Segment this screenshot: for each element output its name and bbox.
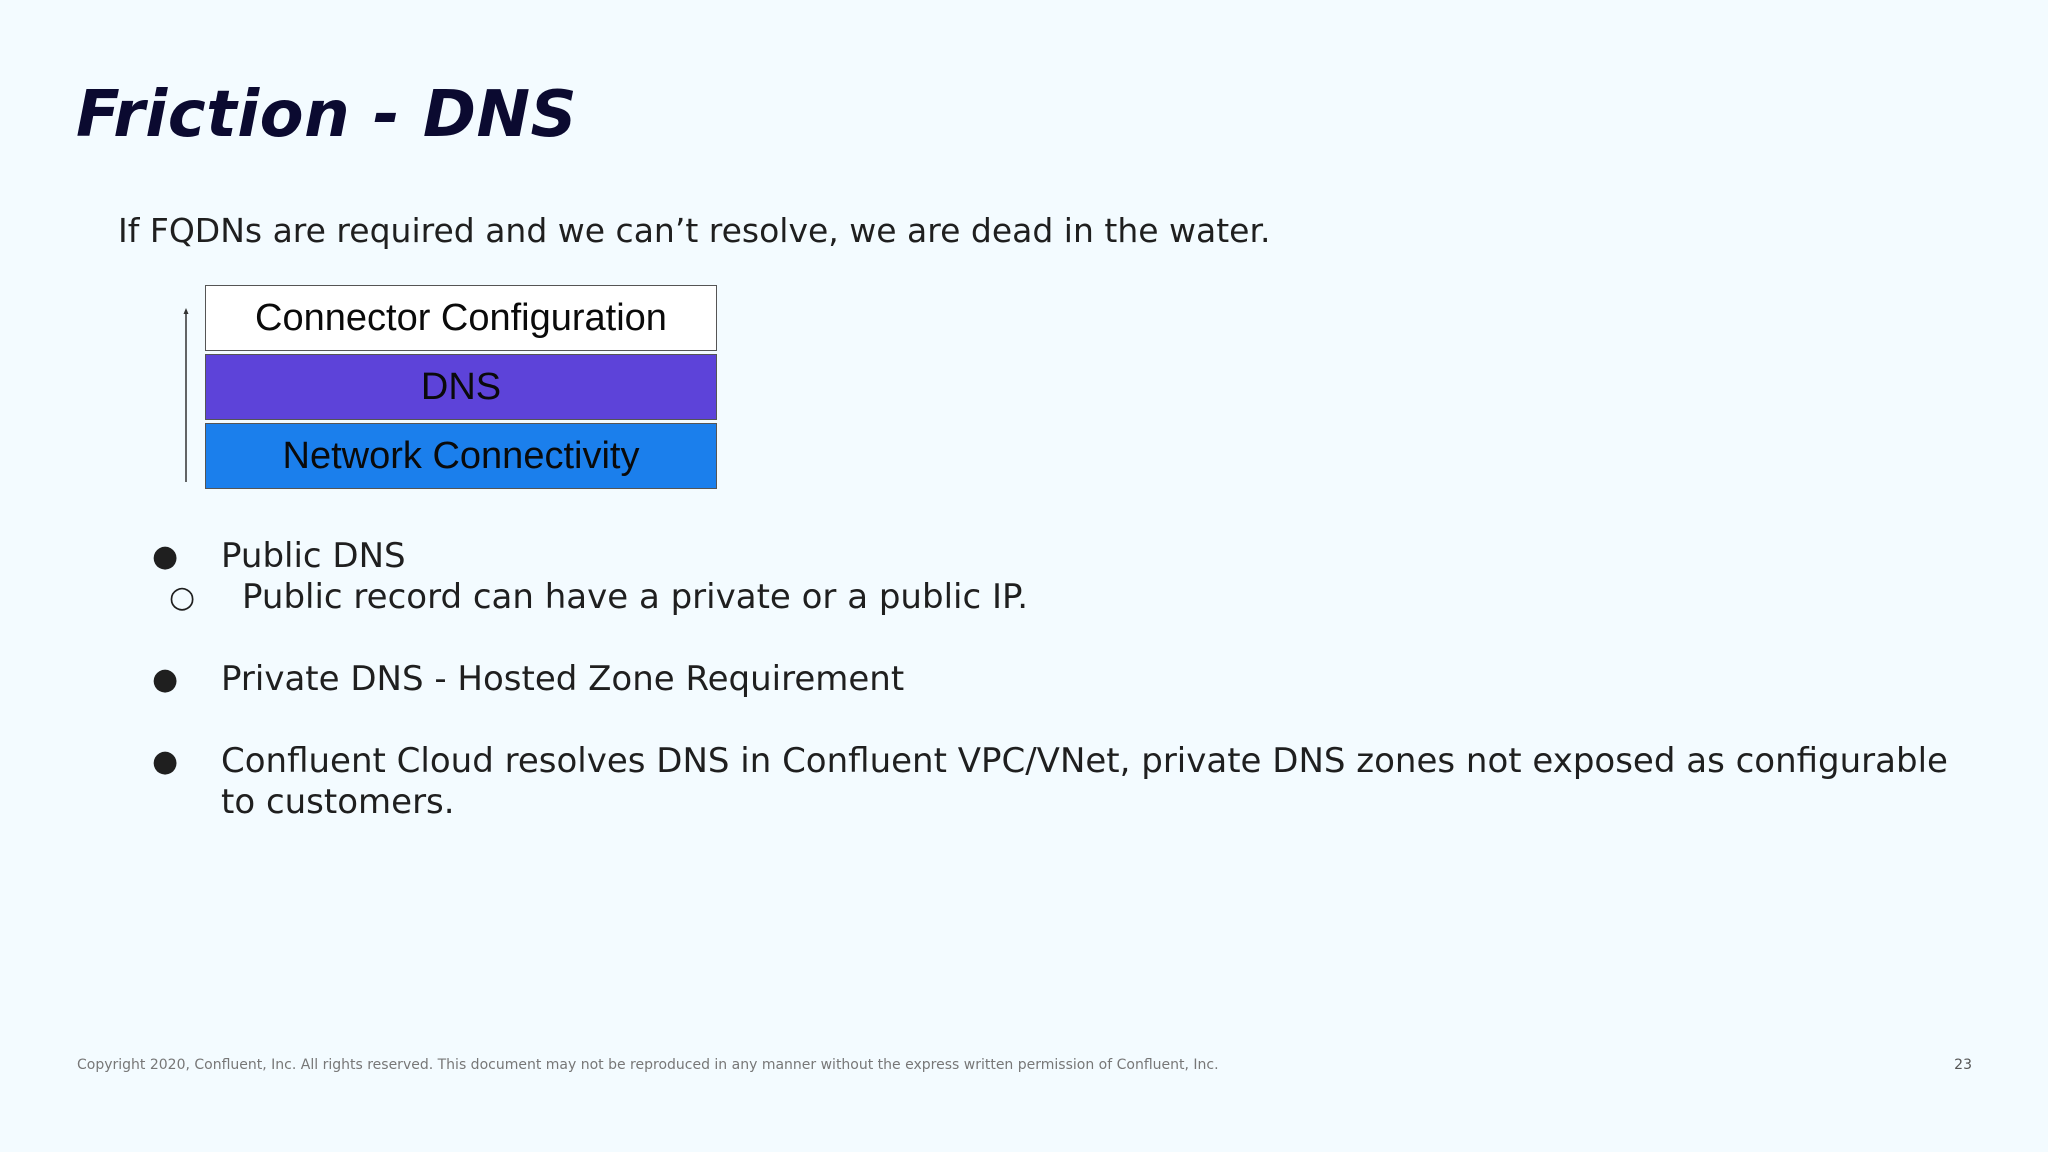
slide-title: Friction - DNS: [76, 78, 578, 152]
layer-connector-configuration: Connector Configuration: [205, 285, 717, 351]
list-item: [140, 536, 1970, 577]
bullet-text: Private DNS - Hosted Zone Requirement: [221, 659, 905, 699]
footer-copyright: Copyright 2020, Confluent, Inc. All rights reserved. This document may not be reproduced in any manner without the express written permission of Confluent, Inc.: [77, 1057, 1219, 1073]
sub-list-item: [59, 577, 1970, 618]
list-item: [140, 659, 1970, 700]
bullet-list: [140, 536, 1970, 823]
bullet-dot-icon: ●: [152, 744, 179, 779]
list-item: [140, 741, 1970, 823]
layer-stack: [205, 285, 717, 492]
bullet-text: Confluent Cloud resolves DNS in Confluent VPC/VNet, private DNS zones not exposed as configurable to customers.: [221, 741, 1948, 822]
bullet-dot-icon: ●: [152, 662, 179, 697]
layer-network-connectivity: Network Connectivity: [205, 423, 717, 489]
upward-arrow-icon: [180, 308, 192, 482]
page-number: 23: [1954, 1057, 1972, 1073]
sub-bullet-text: Public record can have a private or a public IP.: [242, 577, 1029, 617]
layer-dns: DNS: [205, 354, 717, 420]
bullet-text: Public DNS: [221, 536, 406, 576]
bullet-dot-icon: ●: [152, 539, 179, 574]
intro-text: If FQDNs are required and we can’t resolve, we are dead in the water.: [118, 211, 1271, 250]
bullet-ring-icon: ○: [169, 580, 196, 615]
